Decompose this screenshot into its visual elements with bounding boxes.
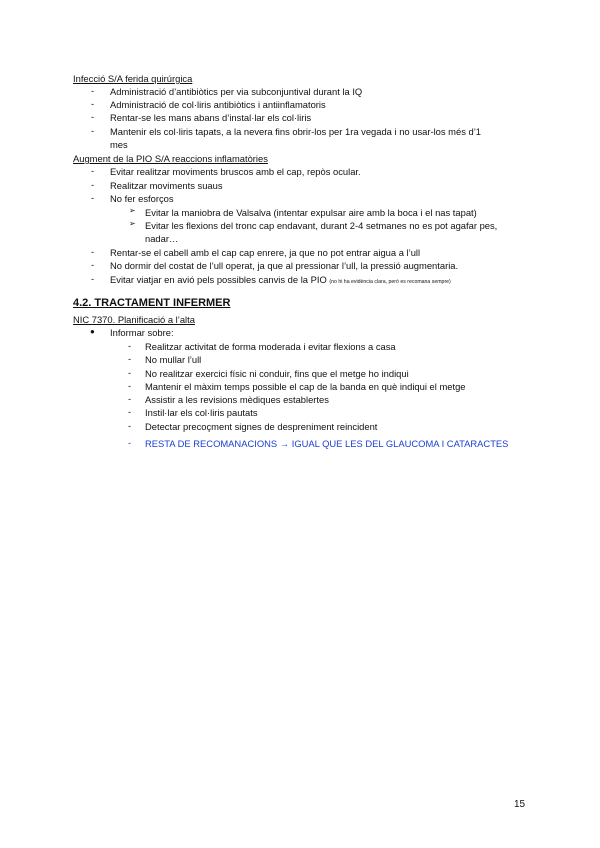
dash-marker: - <box>128 367 132 378</box>
list-item: Evitar realitzar moviments bruscos amb el cap, repòs ocular. <box>110 166 361 177</box>
list-item-text: Evitar viatjar en avió pels possibles canvis de la PIO <box>110 274 327 285</box>
list-item: Mantenir els col·liris tapats, a la nevera fins obrir-los per 1ra vegada i no usar-los més d’1 <box>110 126 481 137</box>
dash-marker: - <box>91 111 95 122</box>
bullet-item: Informar sobre: <box>110 327 174 338</box>
dash-marker: - <box>128 420 132 431</box>
list-item: Rentar-se el cabell amb el cap cap enrere, ja que no pot entrar aigua a l’ull <box>110 247 421 258</box>
list-item: Rentar-se les mans abans d’instal·lar els col·liris <box>110 112 312 123</box>
dash-marker: - <box>91 125 95 136</box>
list-item: Administració d’antibiòtics per via subconjuntival durant la IQ <box>110 86 363 97</box>
dash-marker: - <box>91 192 95 203</box>
dash-marker: - <box>91 85 95 96</box>
arrow-bullet-icon: ➢ <box>129 219 136 228</box>
list-item: Administració de col·liris antibiòtics i antiinflamatoris <box>110 99 326 110</box>
dash-marker: - <box>91 273 95 284</box>
sub-list-item: Evitar les flexions del tronc cap endavant, durant 2-4 setmanes no es pot agafar pes, <box>145 220 498 231</box>
list-item: Assistir a les revisions mèdiques establertes <box>145 394 329 405</box>
list-item: No fer esforços <box>110 193 174 204</box>
bullet-icon: ● <box>90 327 95 336</box>
arrow-bullet-icon: ➢ <box>129 206 136 215</box>
list-item: Instil·lar els col·liris pautats <box>145 407 258 418</box>
list-item: No realitzar exercici físic ni conduir, fins que el metge ho indiqui <box>145 368 409 379</box>
dash-marker: - <box>128 437 132 448</box>
list-item: Realitzar activitat de forma moderada i evitar flexions a casa <box>145 341 396 352</box>
sub-list-item: Evitar la maniobra de Valsalva (intentar expulsar aire amb la boca i el nas tapat) <box>145 207 477 218</box>
page-number: 15 <box>514 799 526 810</box>
nic-title: NIC 7370. Planificació a l’alta <box>73 314 195 325</box>
list-item: No dormir del costat de l’ull operat, ja que al pressionar l’ull, la pressió augmentaria. <box>110 260 459 271</box>
dash-marker: - <box>91 259 95 270</box>
dash-marker: - <box>91 246 95 257</box>
dash-marker: - <box>91 165 95 176</box>
dash-marker: - <box>91 98 95 109</box>
section-title-infeccio: Infecció S/A ferida quirúrgica <box>73 73 193 84</box>
sub-list-item-continuation: nadar… <box>145 233 179 244</box>
dash-marker: - <box>128 393 132 404</box>
dash-marker: - <box>128 380 132 391</box>
section-title-pio: Augment de la PIO S/A reaccions inflamatòries <box>73 153 268 164</box>
list-item: Detectar precoçment signes de despreniment reincident <box>145 421 378 432</box>
dash-marker: - <box>128 353 132 364</box>
list-item: No mullar l’ull <box>145 354 202 365</box>
list-item <box>110 273 451 289</box>
list-item: Realitzar moviments suaus <box>110 180 223 191</box>
section-heading-tractament: 4.2. TRACTAMENT INFERMER <box>73 297 231 309</box>
list-item-continuation: mes <box>110 139 128 150</box>
list-item: Mantenir el màxim temps possible el cap de la banda en què indiqui el metge <box>145 381 466 392</box>
highlight-recommendation: RESTA DE RECOMANACIONS → IGUAL QUE LES DEL GLAUCOMA I CATARACTES <box>145 438 509 449</box>
dash-marker: - <box>91 179 95 190</box>
dash-marker: - <box>128 340 132 351</box>
evidence-note: (no hi ha evidència clara, però es recomana sempre) <box>329 279 451 285</box>
dash-marker: - <box>128 406 132 417</box>
